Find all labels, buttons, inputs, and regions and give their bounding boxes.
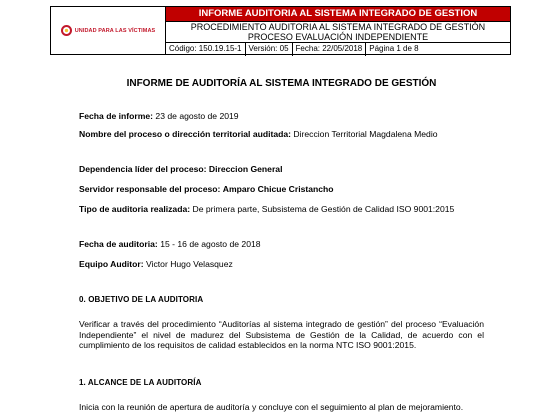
field-audit-type: [79, 204, 484, 215]
field-report-date: [79, 111, 484, 122]
header-meta-row: [166, 43, 510, 56]
field-responsible: [79, 184, 484, 195]
document-header: [50, 6, 511, 55]
field-label: Fecha de auditoria:: [79, 239, 158, 249]
field-value: Direccion General: [208, 164, 283, 174]
field-label: Servidor responsable del proceso:: [79, 184, 221, 194]
header-page: Página 1 de 8: [369, 44, 419, 53]
field-dependency: [79, 164, 484, 175]
header-title: INFORME AUDITORIA AL SISTEMA INTEGRADO DE GESTION: [166, 7, 510, 22]
field-audit-team: [79, 259, 484, 270]
header-subtitle-process: PROCESO EVALUACIÓN INDEPENDIENTE: [166, 32, 510, 43]
header-code: Código: 150.19.15-1: [166, 43, 246, 56]
field-value: 15 - 16 de agosto de 2018: [160, 239, 261, 249]
field-label: Equipo Auditor:: [79, 259, 144, 269]
field-label: Dependencia líder del proceso:: [79, 164, 207, 174]
document-title: INFORME DE AUDITORÍA AL SISTEMA INTEGRADO DE GESTIÓN: [126, 78, 437, 89]
logo-cell: [51, 7, 166, 54]
field-label: Nombre del proceso o dirección territorial auditada:: [79, 129, 292, 139]
header-version: Versión: 05: [246, 43, 293, 56]
section-objective-heading: 0. OBJETIVO DE LA AUDITORIA: [79, 295, 204, 304]
header-info: [166, 7, 510, 54]
field-value: De primera parte, Subsistema de Gestión de Calidad ISO 9001:2015: [192, 204, 455, 214]
field-process: [79, 129, 484, 140]
section-scope-heading: 1. ALCANCE DE LA AUDITORÍA: [79, 378, 202, 387]
field-value: Direccion Territorial Magdalena Medio: [293, 129, 438, 139]
field-label: Fecha de informe:: [79, 111, 154, 121]
field-value: Victor Hugo Velasquez: [146, 259, 233, 269]
field-value: Amparo Chicue Cristancho: [222, 184, 334, 194]
header-subtitle-procedure: PROCEDIMIENTO AUDITORIA AL SISTEMA INTEGRADO DE GESTIÓN: [190, 22, 486, 32]
field-audit-date: [79, 239, 484, 250]
logo-seal-icon: [61, 25, 72, 36]
field-value: 23 de agosto de 2019: [155, 111, 239, 121]
field-label: Tipo de auditoria realizada:: [79, 204, 191, 214]
section-objective-text: Verificar a través del procedimiento “Auditorías al sistema integrado de gestión” del proceso “Evaluación Independiente” el nivel de madurez del Subsistema de Gestión de la Calidad, de acuerdo con el cumplimiento de los requisitos de calidad establecidos en la norma NTC ISO 9001:2015.: [79, 319, 484, 350]
header-date: Fecha: 22/05/2018: [293, 43, 367, 56]
logo-text: UNIDAD PARA LAS VÍCTIMAS: [74, 27, 156, 34]
section-scope-text: Inicia con la reunión de apertura de auditoría y concluye con el seguimiento al plan de mejoramiento.: [79, 402, 464, 412]
